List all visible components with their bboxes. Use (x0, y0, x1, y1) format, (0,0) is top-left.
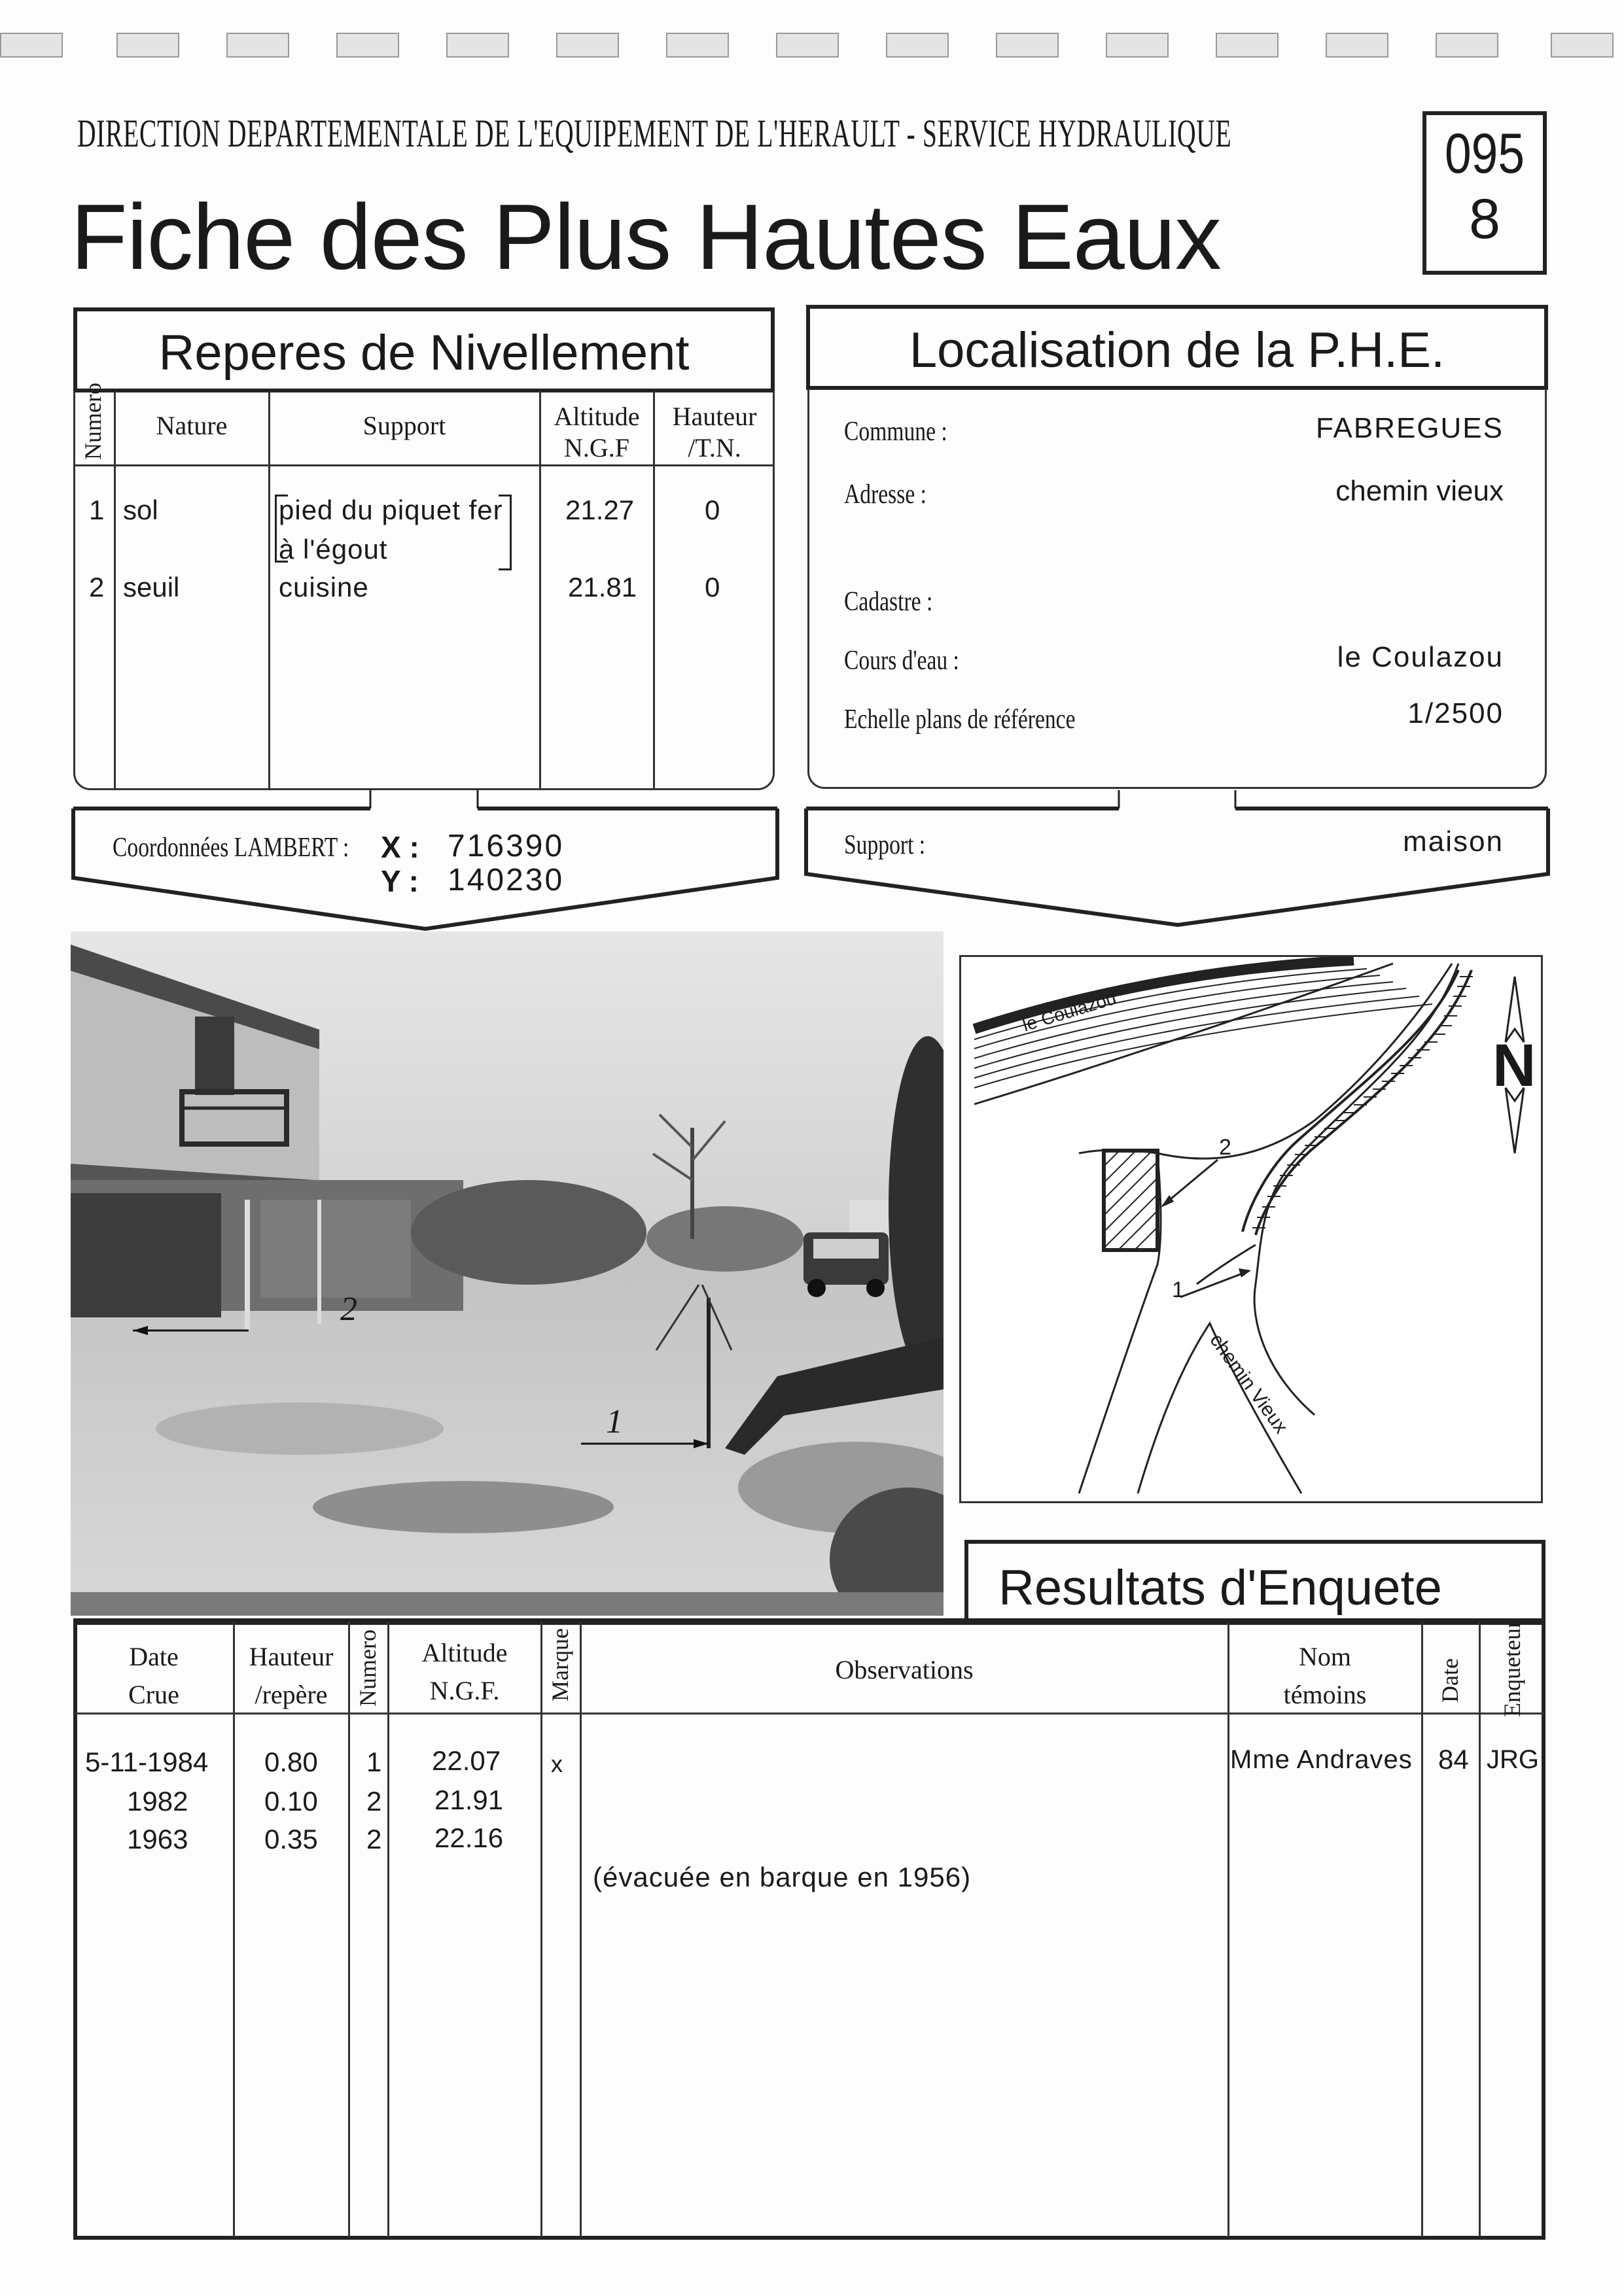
echelle-value: 1/2500 (1407, 697, 1504, 729)
res-col-altitude-l2: N.G.F. (429, 1676, 500, 1705)
site-photo (71, 931, 944, 1616)
reperes-title-box (73, 307, 775, 392)
reperes-title: Reperes de Nivellement (158, 325, 690, 381)
photo-marker-2: 2 (340, 1291, 357, 1328)
lambert-label: Coordonnées LAMBERT : (113, 833, 349, 863)
reperes-row-1-hauteur: 0 (705, 495, 720, 525)
reperes-col-hauteur-l2: /T.N. (688, 433, 741, 462)
resultats-title-tab (964, 1540, 1545, 1625)
res-row-1-hauteur: 0.80 (264, 1747, 318, 1777)
fiche-number: 095 (1445, 122, 1525, 185)
lambert-box (65, 785, 785, 942)
res-col-nom-l2: témoins (1283, 1680, 1367, 1709)
res-col-date-l2: Crue (128, 1680, 179, 1709)
reperes-col-support: Support (362, 411, 446, 440)
res-row-2-date: 1982 (127, 1786, 188, 1817)
reperes-row-2-altitude: 21.81 (568, 572, 637, 602)
reperes-col-altitude-l2: N.G.F (563, 433, 630, 462)
support-bracket-left (275, 495, 288, 563)
page-title: Fiche des Plus Hautes Eaux (71, 185, 1221, 289)
reperes-col-hauteur-l1: Hauteur (672, 402, 757, 431)
echelle-label: Echelle plans de référence (844, 704, 1076, 735)
reperes-row-2-support-l1: cuisine (279, 572, 369, 602)
map-illustration (961, 957, 1541, 1501)
res-row-1-nom: Mme Andraves (1230, 1745, 1413, 1774)
reperes-row-1-altitude: 21.27 (565, 495, 635, 525)
support-box (798, 785, 1557, 942)
localisation-title: Localisation de la P.H.E. (909, 322, 1445, 378)
fiche-sub: 8 (1469, 188, 1500, 251)
map-river-label: le Coulazou (1020, 987, 1119, 1035)
res-col-date-l1: Date (129, 1642, 179, 1671)
res-col-marque: Marque (547, 1628, 573, 1701)
res-row-1-enqueteur: JRG (1487, 1745, 1539, 1774)
reperes-row-1-support-l1: pied du piquet fer (279, 495, 503, 525)
res-col-numero: Numero (355, 1629, 381, 1707)
res-row-1-date: 5-11-1984 (85, 1747, 209, 1777)
cours-label: Cours d'eau : (844, 646, 959, 676)
res-row-3-numero: 2 (366, 1824, 382, 1854)
direction-header: DIRECTION DEPARTEMENTALE DE L'EQUIPEMENT DE L'HERAULT - SERVICE HYDRAULIQUE (77, 112, 1232, 155)
res-row-1-numero: 1 (366, 1747, 382, 1777)
reperes-col-altitude-l1: Altitude (554, 402, 640, 431)
res-row-1-altitude: 22.07 (432, 1745, 501, 1776)
res-row-2-numero: 2 (366, 1786, 382, 1817)
reperes-col-numero: Numero (80, 383, 106, 460)
res-col-altitude-l1: Altitude (421, 1638, 508, 1667)
res-row-2-altitude: 21.91 (434, 1784, 504, 1815)
support-bracket-right (499, 495, 512, 570)
resultats-table (73, 1618, 1545, 2240)
reperes-col-nature: Nature (156, 411, 228, 440)
cadastre-label: Cadastre : (844, 587, 933, 617)
reperes-row-2-nature: seuil (123, 572, 180, 602)
res-observation: (évacuée en barque en 1956) (593, 1862, 972, 1892)
map-road-label: chemin Vieux (1205, 1330, 1292, 1438)
reperes-row-2-numero: 2 (89, 572, 105, 602)
map-marker-1: 1 (1172, 1278, 1184, 1302)
adresse-value: chemin vieux (1335, 475, 1504, 507)
north-icon: N (1492, 1032, 1536, 1099)
reperes-row-1-numero: 1 (89, 495, 105, 525)
support-value: maison (1403, 826, 1504, 858)
res-col-observations: Observations (835, 1655, 974, 1684)
cours-value: le Coulazou (1337, 641, 1504, 673)
photo-illustration (71, 931, 944, 1616)
commune-value: FABREGUES (1316, 412, 1504, 444)
resultats-title: Resultats d'Enquete (998, 1560, 1442, 1616)
res-row-3-altitude: 22.16 (434, 1822, 504, 1853)
res-row-1-date-enq: 84 (1438, 1744, 1469, 1775)
lambert-x-value: 716390 (448, 829, 565, 863)
localisation-title-box (806, 305, 1548, 390)
reperes-row-2-hauteur: 0 (705, 572, 720, 602)
reperes-row-1-nature: sol (123, 495, 158, 525)
res-col-enqueteur: Enqueteur (1499, 1620, 1525, 1717)
lambert-y-label: Y : (381, 864, 419, 898)
map-marker-2: 2 (1219, 1135, 1231, 1160)
commune-label: Commune : (844, 417, 947, 447)
res-col-hauteur-l2: /repère (255, 1680, 328, 1709)
support-label: Support : (844, 830, 926, 860)
reperes-row-1-support-l2: à l'égout (279, 534, 388, 565)
res-row-3-date: 1963 (127, 1824, 188, 1854)
fiche-number-box (1422, 111, 1547, 275)
res-col-nom-l1: Nom (1299, 1642, 1351, 1671)
photo-marker-1: 1 (606, 1403, 623, 1440)
res-col-hauteur-l1: Hauteur (249, 1642, 334, 1671)
lambert-x-label: X : (381, 830, 419, 864)
site-map (959, 955, 1543, 1503)
res-row-3-hauteur: 0.35 (264, 1824, 318, 1854)
lambert-y-value: 140230 (448, 863, 565, 897)
adresse-label: Adresse : (844, 479, 927, 510)
res-col-date: Date (1437, 1658, 1463, 1703)
res-row-2-hauteur: 0.10 (264, 1786, 318, 1817)
res-row-1-marque: x (551, 1750, 563, 1777)
